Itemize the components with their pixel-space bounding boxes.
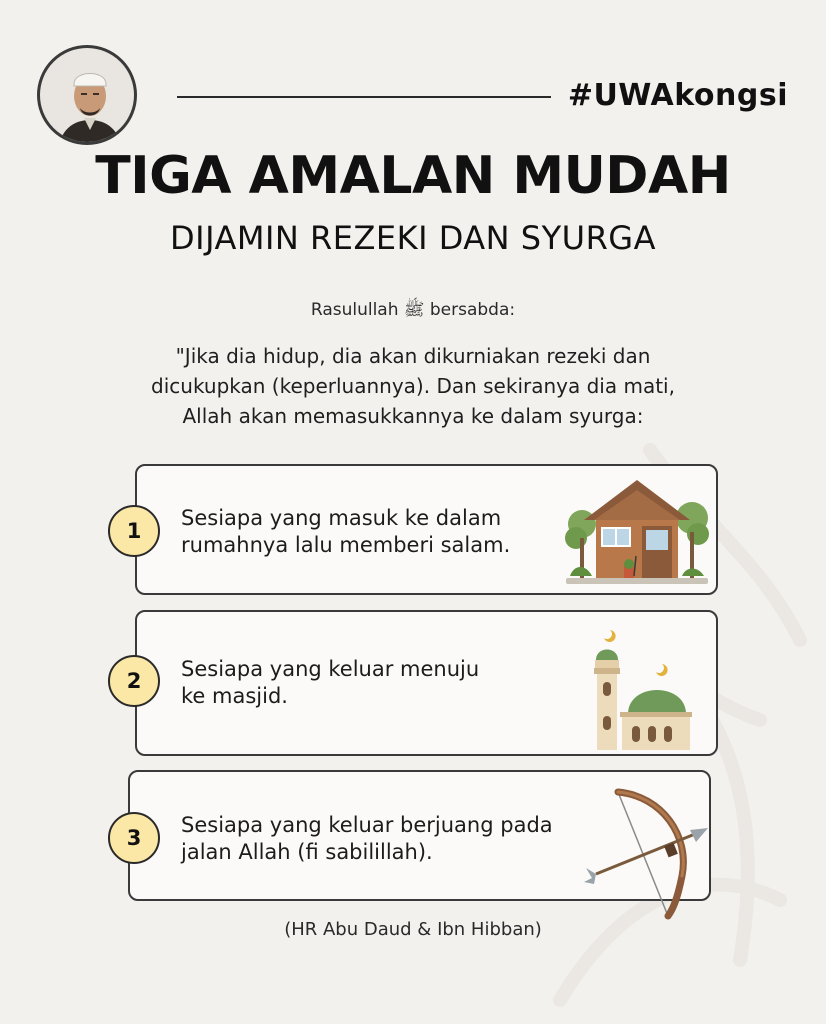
- avatar: [37, 45, 137, 145]
- practice-line: Sesiapa yang keluar berjuang pada: [181, 813, 553, 837]
- page-subtitle: DIJAMIN REZEKI DAN SYURGA: [170, 219, 656, 257]
- practice-line: Sesiapa yang masuk ke dalam: [181, 506, 502, 530]
- number-badge: 3: [108, 812, 160, 864]
- practice-text: [181, 505, 510, 559]
- quote-line: dicukupkan (keperluannya). Dan sekiranya dia mati,: [151, 374, 675, 398]
- number-badge: 1: [108, 505, 160, 557]
- practice-line: jalan Allah (fi sabilillah).: [181, 840, 433, 864]
- quote-line: Allah akan memasukkannya ke dalam syurga:: [182, 404, 644, 428]
- hadith-source: (HR Abu Daud & Ibn Hibban): [284, 919, 542, 940]
- header-divider: [177, 96, 551, 98]
- practice-text: [181, 656, 479, 710]
- practice-text: [181, 812, 553, 866]
- hadith-quote: [0, 341, 826, 431]
- number-badge: 2: [108, 655, 160, 707]
- practice-line: rumahnya lalu memberi salam.: [181, 533, 511, 557]
- quote-line: "Jika dia hidup, dia akan dikurniakan rezeki dan: [175, 344, 651, 368]
- page-title: TIGA AMALAN MUDAH: [95, 146, 731, 206]
- bow-arrow-icon: [582, 786, 712, 922]
- mosque-icon: [590, 626, 692, 752]
- hadith-intro: Rasulullah ﷺ bersabda:: [310, 300, 516, 320]
- hashtag: #UWAkongsi: [567, 78, 788, 113]
- house-icon: [562, 476, 712, 588]
- practice-line: ke masjid.: [181, 684, 288, 708]
- practice-line: Sesiapa yang keluar menuju: [181, 657, 480, 681]
